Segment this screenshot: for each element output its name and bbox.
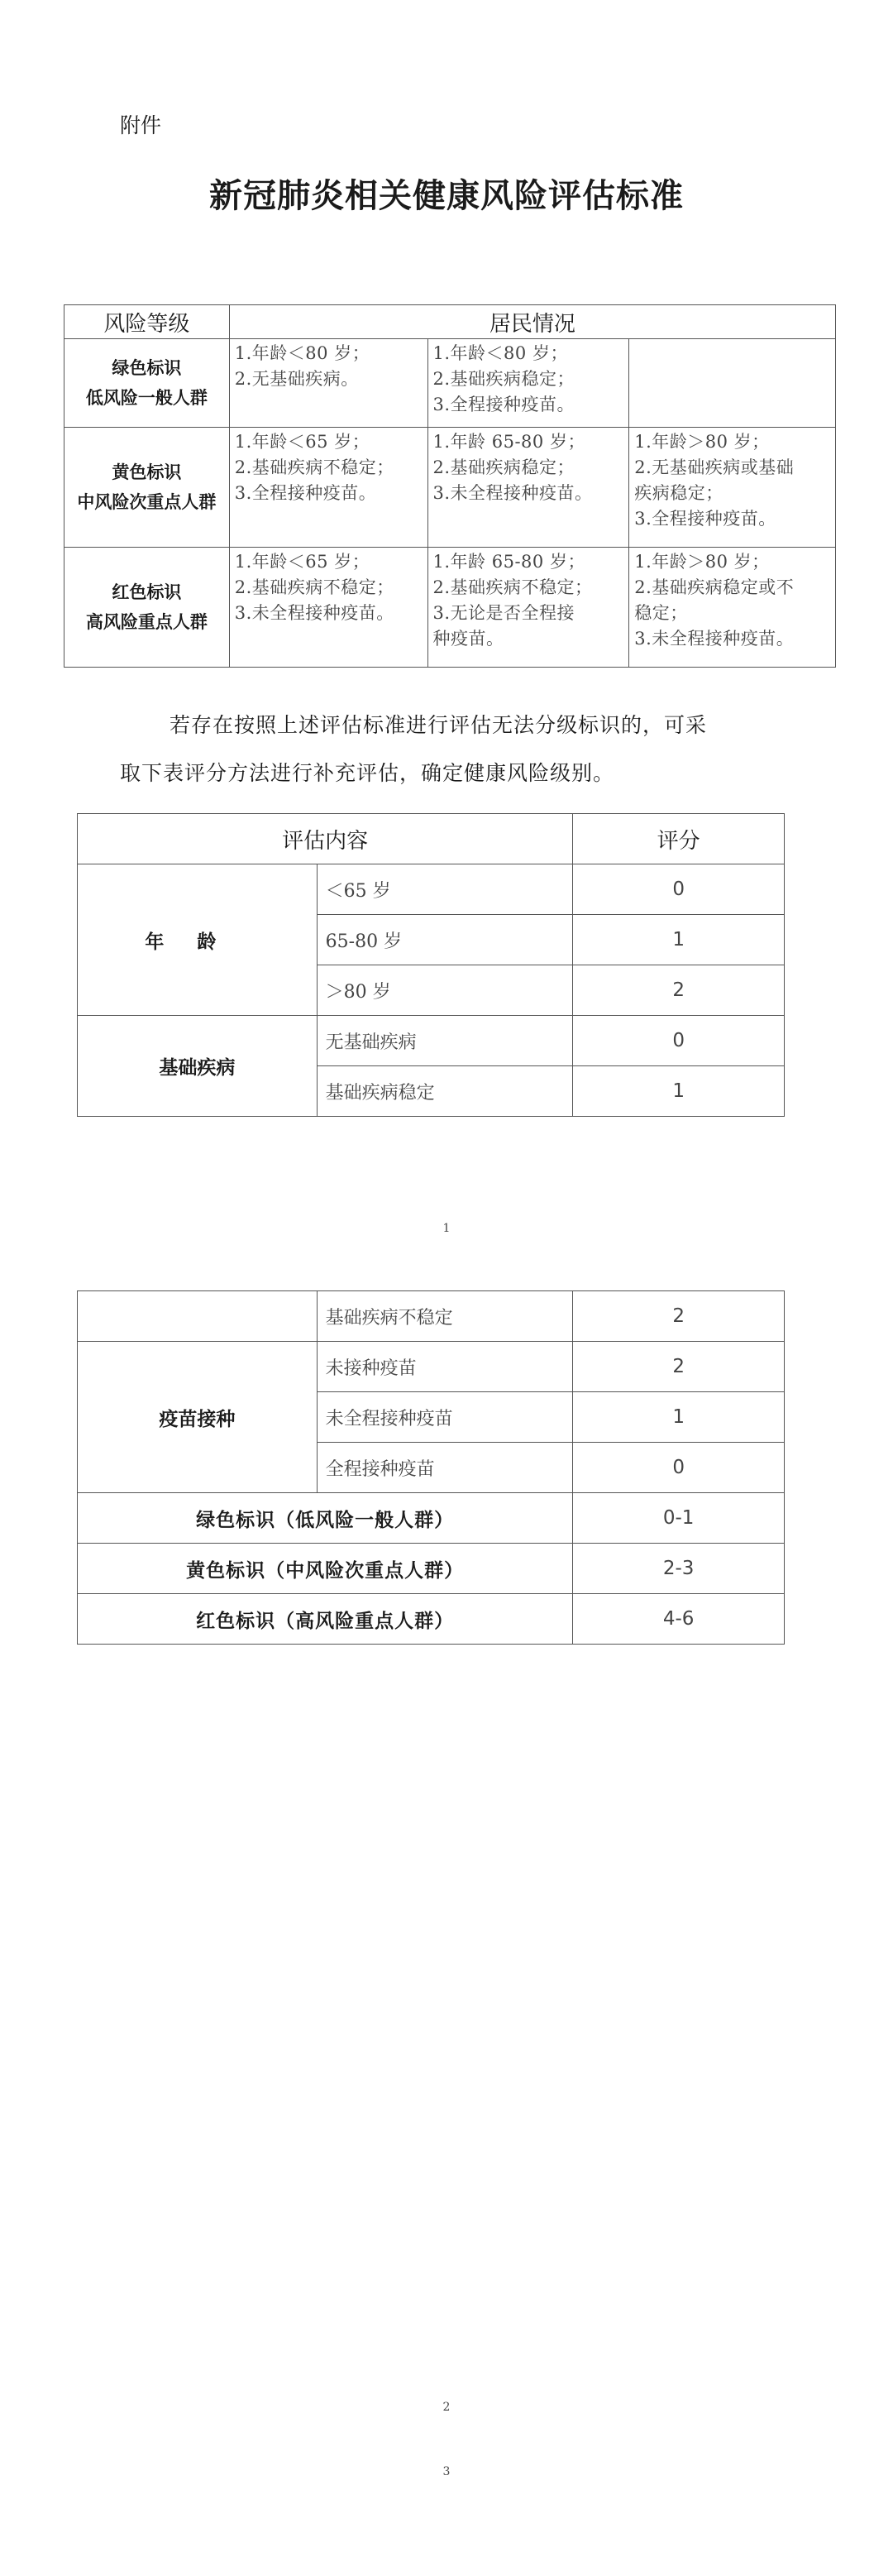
item-cell: 65-80 岁 bbox=[317, 915, 573, 965]
condition-cell bbox=[229, 548, 427, 668]
condition-line: 2.无基础疾病或基础 bbox=[634, 457, 795, 477]
page-number: 1 bbox=[442, 1222, 451, 1235]
category-disease-continued bbox=[78, 1291, 318, 1342]
risk-level-name: 黄色标识 bbox=[112, 462, 182, 482]
table-row bbox=[64, 339, 836, 428]
item-cell: 未接种疫苗 bbox=[317, 1342, 573, 1392]
risk-level-cell bbox=[64, 339, 230, 428]
category-vaccine: 疫苗接种 bbox=[78, 1342, 318, 1493]
risk-level-group: 低风险一般人群 bbox=[85, 388, 208, 408]
table-row bbox=[78, 1493, 785, 1544]
total-label-green: 绿色标识（低风险一般人群） bbox=[78, 1493, 573, 1544]
condition-line: 2.基础疾病稳定或不 bbox=[634, 577, 795, 597]
condition-line: 1.年龄＞80 岁； bbox=[634, 432, 770, 452]
condition-line: 3.全程接种疫苗。 bbox=[634, 509, 776, 529]
table-row bbox=[78, 1342, 785, 1392]
score-cell: 1 bbox=[573, 1066, 785, 1117]
document-title: 新冠肺炎相关健康风险评估标准 bbox=[209, 177, 684, 215]
risk-level-name: 绿色标识 bbox=[112, 358, 182, 378]
table-row bbox=[64, 548, 836, 668]
condition-line: 1.年龄＜65 岁； bbox=[234, 552, 370, 572]
score-range: 4-6 bbox=[573, 1594, 785, 1645]
paragraph-line-1: 若存在按照上述评估标准进行评估无法分级标识的，可采 bbox=[170, 713, 708, 737]
table-row bbox=[78, 864, 785, 915]
condition-line: 2.基础疾病稳定； bbox=[432, 457, 575, 477]
condition-line: 稳定； bbox=[634, 603, 688, 623]
header-resident-status: 居民情况 bbox=[229, 305, 835, 339]
condition-line: 2.基础疾病不稳定； bbox=[432, 577, 593, 597]
score-cell: 2 bbox=[573, 1342, 785, 1392]
table-row bbox=[78, 1016, 785, 1066]
condition-line: 3.未全程接种疫苗。 bbox=[234, 603, 394, 623]
condition-cell bbox=[229, 339, 427, 428]
condition-line: 2.基础疾病不稳定； bbox=[234, 457, 394, 477]
score-table-part-1 bbox=[77, 813, 785, 1117]
condition-line: 2.无基础疾病。 bbox=[234, 369, 359, 389]
header-risk-level: 风险等级 bbox=[64, 305, 230, 339]
score-cell: 0 bbox=[573, 864, 785, 915]
risk-level-cell bbox=[64, 548, 230, 668]
condition-line: 3.未全程接种疫苗。 bbox=[432, 483, 593, 503]
condition-cell bbox=[229, 428, 427, 548]
condition-line: 3.未全程接种疫苗。 bbox=[634, 629, 795, 649]
total-label-red: 红色标识（高风险重点人群） bbox=[78, 1594, 573, 1645]
table-header-row bbox=[78, 814, 785, 864]
risk-level-group: 中风险次重点人群 bbox=[77, 492, 217, 512]
score-cell: 1 bbox=[573, 915, 785, 965]
condition-line: 3.全程接种疫苗。 bbox=[234, 483, 377, 503]
item-cell: 基础疾病不稳定 bbox=[317, 1291, 573, 1342]
score-cell: 1 bbox=[573, 1392, 785, 1443]
table-row bbox=[64, 428, 836, 548]
condition-line: 1.年龄＜80 岁； bbox=[234, 343, 370, 363]
condition-line: 3.全程接种疫苗。 bbox=[432, 395, 575, 414]
item-cell: 全程接种疫苗 bbox=[317, 1443, 573, 1493]
item-cell: ＞80 岁 bbox=[317, 965, 573, 1016]
table-header-row bbox=[64, 305, 836, 339]
score-cell: 0 bbox=[573, 1443, 785, 1493]
condition-cell-empty bbox=[629, 339, 836, 428]
risk-level-cell bbox=[64, 428, 230, 548]
score-range: 0-1 bbox=[573, 1493, 785, 1544]
page-number: 2 bbox=[442, 2401, 451, 2414]
score-cell: 2 bbox=[573, 965, 785, 1016]
item-cell: 未全程接种疫苗 bbox=[317, 1392, 573, 1443]
item-cell: 无基础疾病 bbox=[317, 1016, 573, 1066]
condition-line: 1.年龄 65-80 岁； bbox=[432, 552, 585, 572]
score-table-part-2 bbox=[77, 1290, 785, 1645]
score-cell: 2 bbox=[573, 1291, 785, 1342]
condition-line: 2.基础疾病稳定； bbox=[432, 369, 575, 389]
condition-cell bbox=[427, 548, 629, 668]
table-row bbox=[78, 1544, 785, 1594]
category-age bbox=[78, 864, 318, 1016]
risk-level-name: 红色标识 bbox=[112, 582, 182, 602]
condition-line: 1.年龄＜65 岁； bbox=[234, 432, 370, 452]
total-label-yellow: 黄色标识（中风险次重点人群） bbox=[78, 1544, 573, 1594]
condition-line: 1.年龄＞80 岁； bbox=[634, 552, 770, 572]
risk-level-group: 高风险重点人群 bbox=[85, 612, 208, 632]
condition-line: 3.无论是否全程接 bbox=[432, 603, 575, 623]
page-number: 3 bbox=[442, 2465, 451, 2478]
score-cell: 0 bbox=[573, 1016, 785, 1066]
category-disease: 基础疾病 bbox=[78, 1016, 318, 1117]
header-score: 评分 bbox=[573, 814, 785, 864]
attachment-label: 附件 bbox=[120, 113, 162, 137]
condition-cell bbox=[629, 548, 836, 668]
condition-cell bbox=[629, 428, 836, 548]
header-assessment-content: 评估内容 bbox=[78, 814, 573, 864]
item-cell: 基础疾病稳定 bbox=[317, 1066, 573, 1117]
condition-line: 1.年龄＜80 岁； bbox=[432, 343, 568, 363]
paragraph-line-2: 取下表评分方法进行补充评估，确定健康风险级别。 bbox=[120, 761, 615, 785]
condition-line: 种疫苗。 bbox=[432, 629, 504, 649]
condition-cell bbox=[427, 428, 629, 548]
condition-line: 2.基础疾病不稳定； bbox=[234, 577, 394, 597]
score-range: 2-3 bbox=[573, 1544, 785, 1594]
table-row bbox=[78, 1594, 785, 1645]
item-cell: ＜65 岁 bbox=[317, 864, 573, 915]
risk-level-table bbox=[64, 304, 836, 668]
table-row bbox=[78, 1291, 785, 1342]
condition-cell bbox=[427, 339, 629, 428]
condition-line: 疾病稳定； bbox=[634, 483, 723, 503]
condition-line: 1.年龄 65-80 岁； bbox=[432, 432, 585, 452]
category-label: 年龄 bbox=[145, 931, 250, 953]
